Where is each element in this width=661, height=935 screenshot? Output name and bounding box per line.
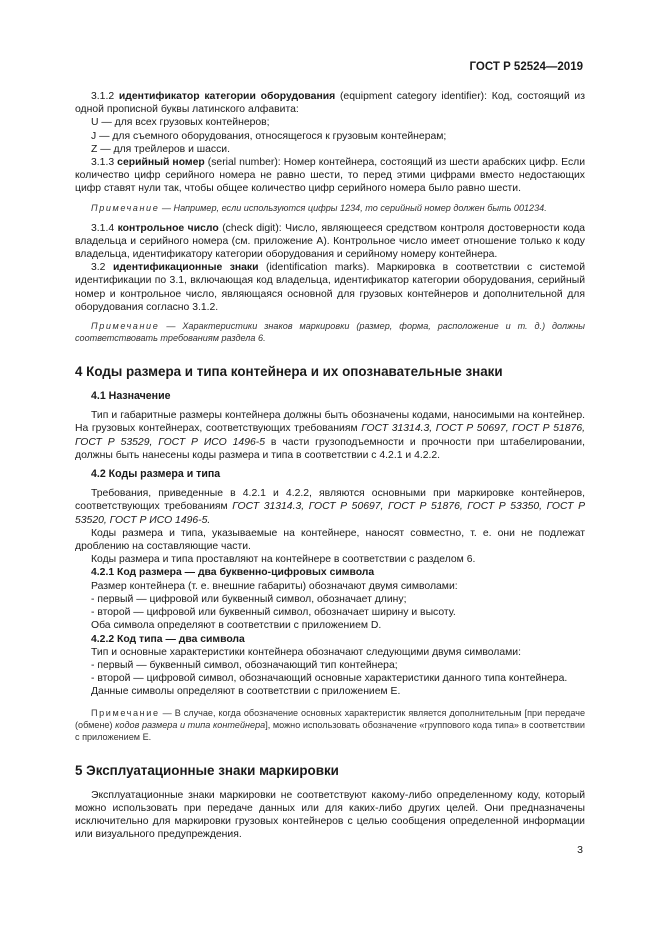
term-serial-number: серийный номер (117, 157, 205, 169)
list-item: - первый — буквенный символ, обозначающий тип контейнера; (91, 659, 398, 671)
list-item: - первый — цифровой или буквенный символ, обозначает длину; (91, 593, 407, 605)
list-item: - второй — цифровой символ, обозначающий основные характеристики данного типа контейнера. (91, 673, 568, 685)
section-4-2-1-title: 4.2.1 Код размера — два буквенно-цифровых символа (91, 567, 375, 579)
list-item: Размер контейнера (т. е. внешние габариты) обозначают двумя символами: (91, 580, 458, 592)
list-item: U — для всех грузовых контейнеров; (91, 117, 270, 129)
section-4-2-2-title: 4.2.2 Код типа — два символа (91, 633, 245, 645)
list-item: J — для съемного оборудования, относящегося к грузовым контейнерам; (91, 130, 447, 142)
list-item: Данные символы определяют в соответствии с приложением Е. (91, 686, 401, 698)
note-marks: Примечание — Характеристики знаков маркировки (размер, форма, расположение и т. д.) должны соответствовать требованиям раздела 6. (75, 321, 585, 344)
section-4-1-title: 4.1 Назначение (91, 390, 171, 403)
section-4-2-title: 4.2 Коды размера и типа (91, 468, 221, 481)
list-item: - второй — цифровой или буквенный символ, обозначает ширину и высоту. (91, 607, 456, 619)
note-group-type-code: Примечание — В случае, когда обозначение основных характеристик является дополнительным [при передаче (обмене) кодов размера и типа контейнера], можно использовать обозначение «группового кода типа» в соответствии с приложением Е. (75, 707, 586, 742)
section-4-1-text: Тип и габаритные размеры контейнера должны быть обозначены кодами, наносимыми на контейнер. На грузовых контейнерах, соответствующих требованиям ГОСТ 31314.3, ГОСТ Р 50697, ГОСТ Р 51876, ГОСТ Р 53529, ГОСТ Р ИСО 1496-5 в части грузоподъемности и прочности при штабелировании, должны быть нанесены коды размера и типа в соответствии с 4.2.1 и 4.2.2. (75, 410, 586, 461)
clause-3-1-4: 3.1.4 контрольное число (check digit): Число, являющееся средством контроля достоверности кода владельца и серийного номера (см. приложение А). Контрольное число имеет отношение только к коду владельца, идентификатору категории оборудования и серийному номеру контейнера. (75, 222, 586, 261)
page-number: 3 (577, 844, 583, 856)
clause-3-2: 3.2 идентификационные знаки (identification marks). Маркировка в соответствии с системой идентификации по 3.1, включающая код владельца, идентификатор категории оборудования, серийный номер и контрольное число, являющаяся основной для грузовых контейнеров и дополнительной для оборудования согласно 3.1.2. (75, 262, 586, 313)
list-item: Оба символа определяют в соответствии с приложением D. (91, 620, 382, 632)
section-4-title: 4 Коды размера и типа контейнера и их опознавательные знаки (75, 364, 503, 380)
section-5-text: Эксплуатационные знаки маркировки не соответствуют какому-либо определенному коду, который можно использовать при передаче данных или для каких-либо других целей. Они предназначены исключительно для маркировки грузовых контейнеров с целью сообщения определенной информации или визуального предупреждения. (75, 789, 585, 841)
term-identification-marks: идентификационные знаки (112, 262, 259, 274)
term-check-digit: контрольное число (117, 222, 219, 234)
term-equipment-category-identifier: идентификатор категории оборудования (118, 91, 336, 102)
note-serial-number: Примечание — Например, если используются цифры 1234, то серийный номер должен быть 001234. (91, 202, 547, 213)
section-5-title: 5 Эксплуатационные знаки маркировки (75, 762, 339, 778)
section-4-2-text: Требования, приведенные в 4.2.1 и 4.2.2, являются основными при маркировке контейнеров, соответствующих требованиям ГОСТ 31314.3, ГОСТ Р 50697, ГОСТ Р 51876, ГОСТ Р 53350, ГОСТ Р 53520, ГОСТ Р ИСО 1496-5. (75, 488, 586, 526)
clause-3-1-3: 3.1.3 серийный номер (serial number): Номер контейнера, состоящий из шести арабских цифр. Если количество цифр серийного номера не равно шести, то перед этими цифрами вместо недостающих цифр ставят нули так, чтобы общее количество цифр серийного номера было равно шести. (75, 157, 586, 195)
document-body (75, 90, 585, 841)
section-4-2-para-3: Коды размера и типа проставляют на контейнере в соответствии с разделом 6. (91, 554, 476, 566)
clause-3-1-2: 3.1.2 идентификатор категории оборудования (equipment category identifier): Код, состоящий из одной прописной буквы латинского алфавита: (75, 91, 585, 116)
document-header-id: ГОСТ Р 52524—2019 (469, 61, 583, 73)
list-item: Z — для трейлеров и шасси. (91, 143, 230, 155)
section-4-2-para-2: Коды размера и типа, указываемые на контейнере, наносят совместно, т. е. они не подлежат дроблению на составляющие части. (75, 527, 585, 553)
list-item: Тип и основные характеристики контейнера обозначают следующими двумя символами: (91, 646, 521, 658)
